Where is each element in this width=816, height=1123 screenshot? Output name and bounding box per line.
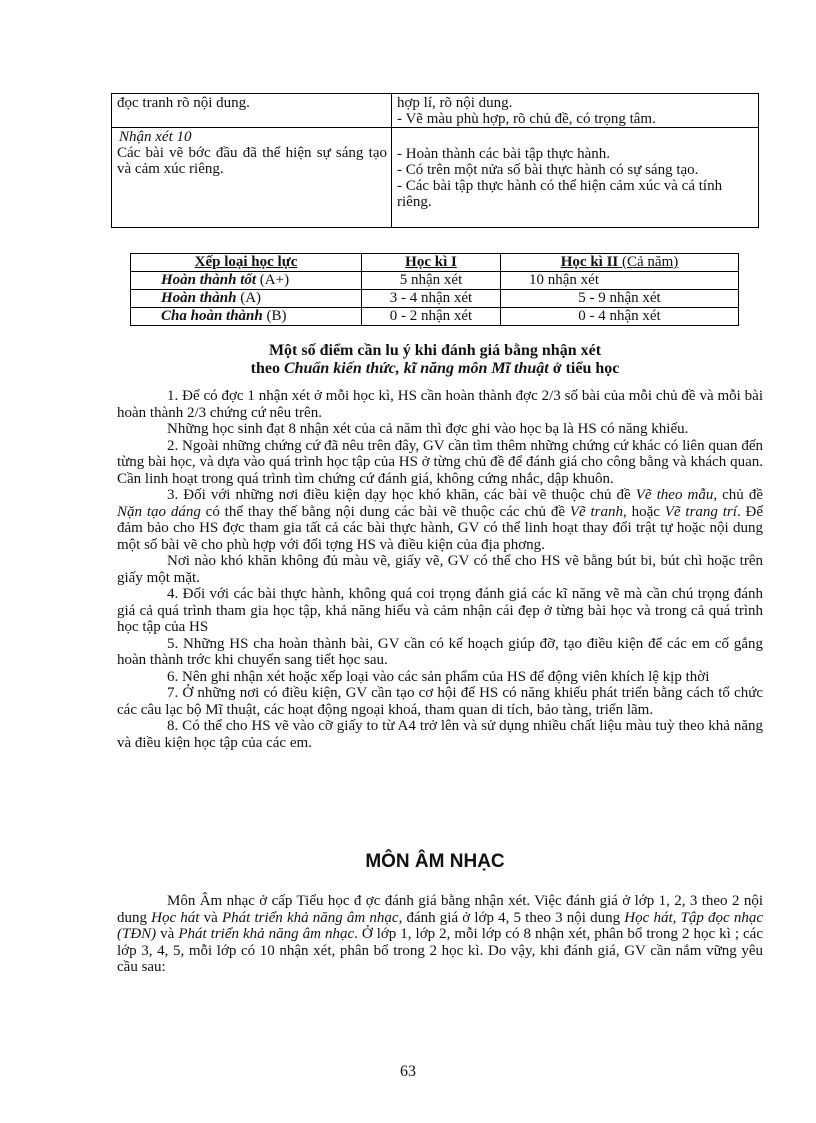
grading-hk1: 5 nhận xét bbox=[362, 272, 501, 290]
paragraph: 6. Nên ghi nhận xét hoặc xếp loại vào các sản phẩm của HS để động viên khích lệ kịp thời bbox=[167, 668, 710, 685]
paragraph: 2. Ngoài những chứng cứ đã nêu trên đây, GV cần tìm thêm những chứng cứ khác có liên quan đến từng bài học, và dựa vào quá trình học tập của HS ở từng chủ đề để đánh giá cho công bằng và khách quan. Cần linh hoạt trong quá trình tìm chứng cứ đánh giá, không cứng nhắc, dập khuôn. bbox=[117, 437, 763, 487]
criteria-text: Các bài vẽ bớc đầu đã thể hiện sự sáng tạo và cảm xúc riêng. bbox=[117, 145, 387, 177]
grading-table bbox=[130, 253, 739, 326]
music-body bbox=[117, 893, 763, 976]
criteria-table bbox=[111, 93, 759, 228]
grading-header: Học kì II (Cả năm) bbox=[501, 254, 739, 272]
paragraph: 8. Có thể cho HS vẽ vào cỡ giấy to từ A4 trở lên và sử dụng nhiều chất liệu màu tuỳ theo khả năng và điều kiện học tập của các em. bbox=[117, 718, 763, 751]
grading-label: Hoàn thành tốt (A+) bbox=[131, 272, 362, 290]
criteria-cell bbox=[392, 128, 759, 228]
section-title: MÔN ÂM NHẠC bbox=[365, 851, 505, 872]
paragraph: 4. Đối với các bài thực hành, không quá coi trọng đánh giá các kĩ năng vẽ mà cần chú trọng đánh giá cả quá trình tham gia học tập, khả năng hiểu và cảm nhận cái đẹp ở từng bài học và trong cả quá trình học tập của HS bbox=[117, 586, 763, 635]
criteria-cell: đọc tranh rõ nội dung. bbox=[112, 94, 392, 128]
criteria-cell bbox=[112, 128, 392, 228]
grading-hk1: 3 - 4 nhận xét bbox=[362, 290, 501, 308]
grading-label: Hoàn thành (A) bbox=[131, 290, 362, 308]
criteria-line: - Hoàn thành các bài tập thực hành. bbox=[397, 146, 611, 162]
paragraph: Môn Âm nhạc ở cấp Tiểu học đ ợc đánh giá bằng nhận xét. Việc đánh giá ở lớp 1, 2, 3 theo 2 nội dung Học hát và Phát triển khả năng âm nhạc, đánh giá ở lớp 4, 5 theo 3 nội dung Học hát, Tập đọc nhạc (TĐN) và Phát triển khả năng âm nhạc. Ở lớp 1, lớp 2, mỗi lớp có 8 nhận xét, phân bổ trong 2 học kì ; các lớp 3, 4, 5, mỗi lớp có 10 nhận xét, phân bổ trong 2 học kì. Do vậy, khi đánh giá, GV cần nắm vững yêu cầu sau: bbox=[117, 893, 763, 975]
criteria-cell bbox=[392, 94, 759, 128]
criteria-line: - Có trên một nửa số bài thực hành có sự sáng tạo. bbox=[397, 162, 699, 178]
section-heading: Một số điểm cần lu ý khi đánh giá bằng nhận xét theo Chuẩn kiến thức, kĩ năng môn Mĩ thuật ở tiểu học bbox=[250, 342, 620, 377]
paragraph: 3. Đối với những nơi điều kiện dạy học khó khăn, các bài vẽ thuộc chủ đề Vẽ theo mẫu, chủ đề Nặn tạo dáng có thể thay thế bằng nội dung các bài vẽ thuộc các chủ đề Vẽ tranh, hoặc Vẽ trang trí. Để đảm bảo cho HS đợc tham gia tất cả các bài thực hành, GV có thể linh hoạt thay đổi trật tự hoặc nội dung một số bài vẽ cho phù hợp với đối tợng HS và điều kiện của địa phơng. bbox=[117, 487, 764, 553]
page-number: 63 bbox=[400, 1063, 416, 1080]
grading-hk2: 5 - 9 nhận xét bbox=[501, 290, 739, 308]
criteria-line: - Các bài tập thực hành có thể hiện cảm xúc và cá tính riêng. bbox=[397, 178, 723, 210]
grading-header: Xếp loại học lực bbox=[131, 254, 362, 272]
paragraph: Những học sinh đạt 8 nhận xét của cả năm thì đợc ghi vào học bạ là HS có năng khiếu. bbox=[167, 421, 689, 437]
paragraph: Nơi nào khó khăn không đủ màu vẽ, giấy vẽ, GV có thể cho HS vẽ bằng bút bi, bút chì hoặc trên giấy một mặt. bbox=[117, 553, 763, 586]
criteria-title: Nhận xét 10 bbox=[119, 129, 192, 145]
grading-label: Cha hoàn thành (B) bbox=[131, 308, 362, 326]
grading-header-note: (Cả năm) bbox=[622, 254, 679, 270]
paragraph: 7. Ở những nơi có điều kiện, GV cần tạo cơ hội để HS có năng khiếu phát triển bằng cách tổ chức các câu lạc bộ Mĩ thuật, các hoạt động ngoại khoá, tham quan di tích, bảo tàng, triển lãm. bbox=[117, 685, 763, 718]
paragraph: 1. Để có đợc 1 nhận xét ở mỗi học kì, HS cần hoàn thành đợc 2/3 số bài của mỗi chủ đề và mỗi bài hoàn thành 2/3 chứng cứ nêu trên. bbox=[117, 388, 763, 421]
criteria-line: hợp lí, rõ nội dung. bbox=[397, 95, 513, 111]
grading-header: Học kì I bbox=[362, 254, 501, 272]
grading-hk1: 0 - 2 nhận xét bbox=[362, 308, 501, 326]
criteria-line: - Vẽ màu phù hợp, rõ chủ đề, có trọng tâm. bbox=[397, 111, 656, 127]
notes-body bbox=[117, 388, 763, 751]
paragraph: 5. Những HS cha hoàn thành bài, GV cần có kế hoạch giúp đỡ, tạo điều kiện để các em cố gắng hoàn thành trớc khi chuyển sang tiết học sau. bbox=[117, 635, 763, 668]
grading-hk2: 10 nhận xét bbox=[501, 272, 739, 290]
grading-hk2: 0 - 4 nhận xét bbox=[501, 308, 739, 326]
